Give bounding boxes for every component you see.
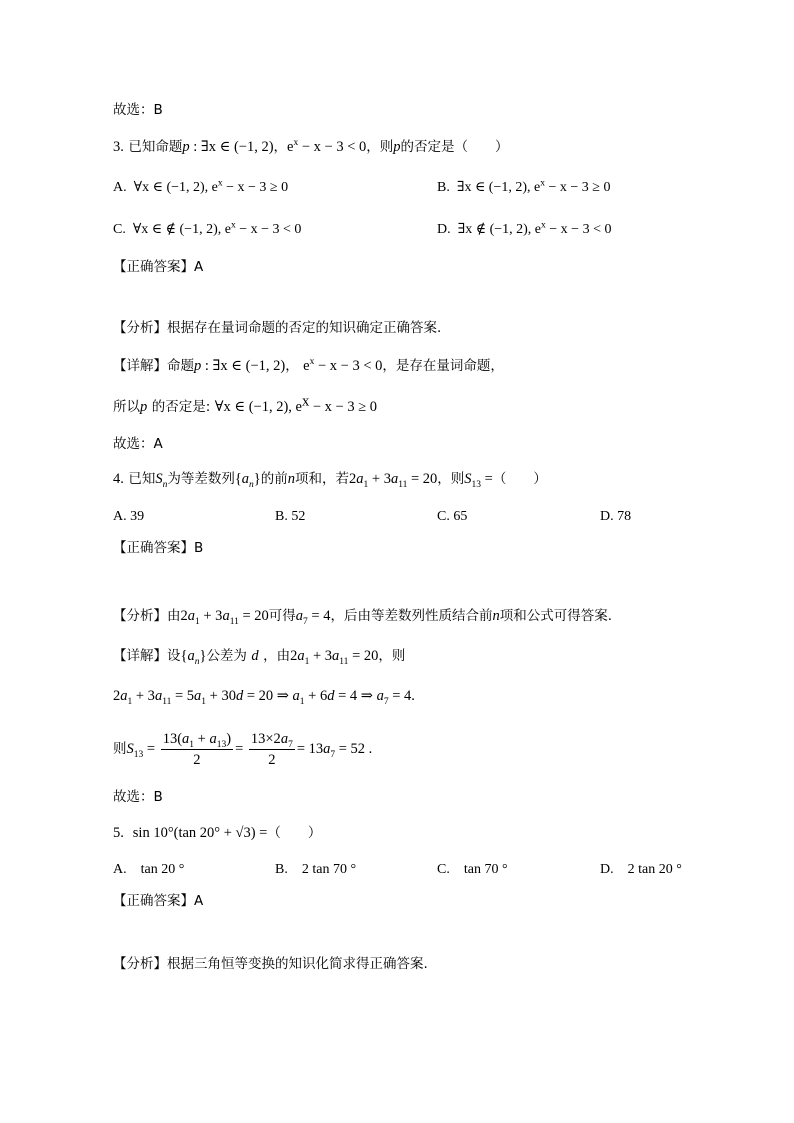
option-expr-tail: − x − 3 < 0 (545, 222, 612, 237)
var-n: n (492, 608, 500, 624)
math-expr: $2a_1 + 3a_{11} = 20$ (180, 608, 269, 627)
option-a: A. tan 20 ° (113, 862, 185, 877)
math-expr (287, 139, 366, 155)
math-expr: ∃x ∈ (−1, 2) (212, 358, 286, 374)
option-label: D. (437, 222, 451, 237)
var-p: p (393, 139, 401, 155)
option-expr-tail: − x − 3 ≥ 0 (222, 180, 289, 195)
math-sup: x (230, 220, 236, 231)
option-expr: ∀x ∈ (−1, 2), e (133, 180, 218, 195)
stem-text: 为等差数列 (167, 471, 235, 487)
math-tail: − x − 3 < 0 (298, 139, 367, 155)
option-expr-tail: − x − 3 ≥ 0 (545, 180, 611, 195)
detail-conclusion (113, 393, 378, 417)
option-c: C. tan 70 ° (437, 862, 508, 877)
option-c: C. 65 (437, 509, 468, 524)
analysis: 【分析】根据三角恒等变换的知识化简求得正确答案. (113, 956, 428, 972)
math-expr: $S_{13}$ = (464, 471, 493, 490)
equation-sum (113, 730, 372, 769)
analysis-label: 【分析】由 (113, 608, 181, 624)
option-a: A. 39 (113, 509, 145, 524)
option-d (437, 220, 611, 240)
math-expr: $a_7 = 4$ (295, 608, 331, 627)
option-expr-tail: − x − 3 < 0 (235, 222, 302, 237)
detail-text: ，是存在量词命题， (382, 358, 504, 374)
comma: ， (273, 139, 288, 155)
math-colon: : (189, 139, 201, 155)
stem-text: ，则 (366, 139, 394, 155)
detail-text: 则 (113, 740, 127, 757)
correct-answer: 【正确答案】B (113, 540, 204, 556)
detail-text: ，由 (263, 648, 291, 664)
stem-text: （ ） (267, 825, 322, 841)
var-p: p (140, 399, 148, 415)
comma: ， (285, 358, 299, 374)
option-b (437, 178, 610, 198)
math-expr-tail: − x − 3 ≥ 0 (309, 399, 378, 415)
detail (113, 356, 504, 376)
math-sup: x (540, 178, 545, 189)
stem-text: 项和，若 (295, 471, 350, 487)
option-b: B. 2 tan 70 ° (275, 862, 357, 877)
stem-text: ，则 (437, 471, 465, 487)
period: . (411, 688, 415, 704)
math-e: e (287, 139, 294, 155)
option-b: B. 52 (275, 509, 306, 524)
question-number: 4. (113, 471, 124, 487)
analysis-text: 项和公式可得答案. (499, 608, 613, 624)
option-c (113, 220, 301, 240)
math-sup: x (309, 357, 315, 368)
analysis-text: 可得 (268, 608, 296, 624)
math-expr: $e^x - x - 3 < 0$ (303, 357, 383, 374)
detail-text: ，则 (378, 648, 406, 664)
math-seq: $\{a_n\}$ (234, 471, 261, 490)
stem-text: 的否定是（ ） (400, 139, 509, 155)
var-s-n: $S_n$ (155, 471, 168, 490)
stem-text: 的前 (260, 471, 288, 487)
option-expr: ∃x ∉ (−1, 2), e (457, 222, 542, 237)
question-number: 5. (113, 825, 124, 841)
option-expr: ∃x ∈ (−1, 2), e (456, 180, 541, 195)
question-5-stem (113, 823, 321, 843)
math-expr: ∃x ∈ (−1, 2) (200, 139, 274, 155)
math-expr: $S_{13}$ = $\frac{13(a_1 + a_{13})}{2}$ = $\frac{13\times 2a_7}{2}$ = $13a_7 = 52$ . (126, 731, 373, 768)
option-a (113, 178, 288, 198)
question-3-stem (113, 137, 509, 157)
answer-choice-line: 故选：A (113, 436, 163, 452)
math-sup: x (301, 393, 310, 410)
option-expr: ∀x ∈ ∉ (−1, 2), e (132, 222, 231, 237)
correct-answer: 【正确答案】A (113, 259, 204, 275)
stem-text: 已知 (128, 471, 156, 487)
var-p: p (194, 358, 202, 374)
math-expr: ∀x ∈ (−1, 2), e (214, 399, 302, 415)
math-sup: x (217, 178, 223, 189)
option-label: C. (113, 222, 126, 237)
option-label: B. (437, 180, 450, 195)
question-number: 3. (113, 139, 124, 155)
option-label: A. (113, 180, 127, 195)
math-expr: $2a_1 + 3a_{11} = 20$ (290, 648, 379, 667)
math-sup: x (541, 220, 546, 231)
analysis-text: ，后由等差数列性质结合前 (330, 608, 493, 624)
answer-choice-line: 故选：B (113, 102, 163, 118)
fraction: $\frac{13\times 2a_7}{2}$ (250, 731, 293, 768)
math-seq: $\{a_n\}$ (180, 648, 207, 667)
option-d: D. 78 (600, 509, 632, 524)
answer-choice-line: 故选：B (113, 789, 163, 805)
detail-label: 【详解】设 (113, 648, 181, 664)
equation-line: $2a_1 + 3a_{11} = 5a_1 + 30d = 20$ ⇒ $a_1 + 6d = 4$ ⇒ $a_7 = 4$. (113, 688, 415, 707)
correct-answer: 【正确答案】A (113, 893, 204, 909)
option-d: D. 2 tan 20 ° (600, 862, 682, 877)
detail-text: 公差为 (206, 648, 247, 664)
math-colon: : (201, 358, 213, 374)
math-sup: x (293, 138, 299, 149)
question-4-stem (113, 469, 547, 489)
math-expr: $2a_1 + 3a_{11} = 20$ (349, 471, 438, 490)
analysis (113, 606, 612, 626)
var-p: p (182, 139, 190, 155)
detail-text: 所以 (113, 399, 140, 415)
stem-text: 已知命题 (128, 139, 183, 155)
detail-label: 【详解】命题 (113, 358, 194, 374)
math-expr: sin 10°(tan 20° + √3) = (132, 825, 268, 841)
detail (113, 646, 405, 666)
var-d: d (251, 648, 259, 664)
stem-text: （ ） (492, 471, 547, 487)
fraction: $\frac{13(a_1 + a_{13})}{2}$ (162, 731, 232, 768)
detail-text: 的否定是: (151, 399, 211, 415)
var-n: n (287, 471, 296, 487)
analysis: 【分析】根据存在量词命题的否定的知识确定正确答案. (113, 320, 442, 336)
